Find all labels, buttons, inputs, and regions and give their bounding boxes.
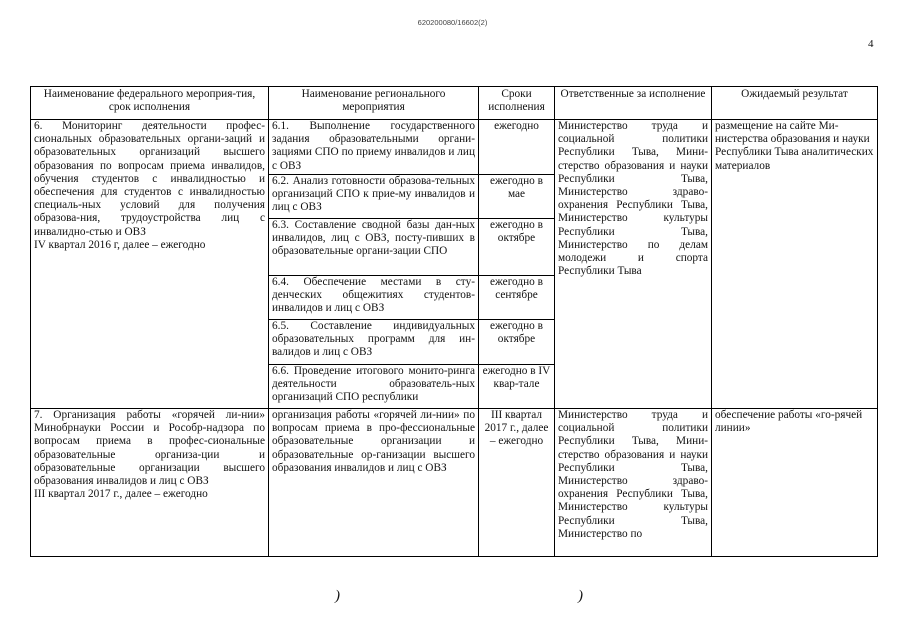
term-6-6: ежегодно в IV квар-тале xyxy=(479,365,555,409)
row7-federal-term: III квартал 2017 г., далее – ежегодно xyxy=(34,488,208,501)
measures-table xyxy=(30,86,878,557)
header-regional: Наименование регионального мероприятия xyxy=(269,87,479,120)
sub-6-1: 6.1. Выполнение государственного задания образовательными органи-зациями СПО по приему инвалидов и лиц с ОВЗ xyxy=(269,120,479,175)
row7-federal-text: 7. Организация работы «горячей ли-нии» Минобрнауки России и Рособр-надзора по вопросам приема в профес-сиональные образовательные организа-ции и образовательные организации высшего образования инвалидов и лиц с ОВЗ xyxy=(34,409,265,488)
row6-responsible: Министерство труда и социальной политики Республики Тыва, Мини-стерство образования и науки Республики Тыва, Министерство здраво-охранения Республики Тыва, Министерство культуры Республики Тыва, Министерство по делам молодежи и спорта Республики Тыва xyxy=(555,120,712,409)
page-number: 4 xyxy=(868,38,874,50)
row6-result: размещение на сайте Ми-нистерства образования и науки Республики Тыва аналитических материалов xyxy=(712,120,878,409)
sub-6-2: 6.2. Анализ готовности образова-тельных организаций СПО к прие-му инвалидов и лиц с ОВЗ xyxy=(269,175,479,219)
handwritten-mark: ) xyxy=(335,588,340,604)
row7-responsible: Министерство труда и социальной политики Республики Тыва, Мини-стерство образования и науки Республики Тыва, Министерство здраво-охранения Республики Тыва, Министерство культуры Республики Тыва, Министерство по xyxy=(555,409,712,557)
table-row xyxy=(31,120,878,175)
row6-federal-term: IV квартал 2016 г, далее – ежегодно xyxy=(34,238,206,251)
term-6-3: ежегодно в октябре xyxy=(479,219,555,276)
row7-federal-cell xyxy=(31,409,269,557)
term-6-4: ежегодно в сентябре xyxy=(479,276,555,320)
handwritten-mark: ) xyxy=(578,588,583,604)
term-6-2: ежегодно в мае xyxy=(479,175,555,219)
term-6-5: ежегодно в октябре xyxy=(479,320,555,365)
header-result: Ожидаемый результат xyxy=(712,87,878,120)
table-header-row xyxy=(31,87,878,120)
row7-term: III квартал 2017 г., далее – ежегодно xyxy=(479,409,555,557)
row6-federal-text: 6. Мониторинг деятельности профес-сиональных образовательных органи-заций и образовательных организаций высшего образования по вопросам приема инвалидов, обучения студентов с инвалидностью и обеспечения для студентов с инвалидностью специаль-ных условий для получения образова-ния, трудоустройства лиц с инвалидно-стью и ОВЗ xyxy=(34,120,265,238)
sub-6-4: 6.4. Обеспечение местами в сту-денческих общежитиях студентов-инвалидов и лиц с ОВЗ xyxy=(269,276,479,320)
header-federal: Наименование федерального мероприя-тия, срок исполнения xyxy=(31,87,269,120)
sub-6-5: 6.5. Составление индивидуальных образовательных программ для ин-валидов и лиц с ОВЗ xyxy=(269,320,479,365)
header-responsible: Ответственные за исполнение xyxy=(555,87,712,120)
table-row xyxy=(31,409,878,557)
row7-regional: организация работы «горячей ли-нии» по вопросам приема в про-фессиональные образовательные организации и образовательные ор-ганизации высшего образования инвалидов и лиц с ОВЗ xyxy=(269,409,479,557)
term-6-1: ежегодно xyxy=(479,120,555,175)
header-terms: Сроки исполнения xyxy=(479,87,555,120)
row6-federal-cell xyxy=(31,120,269,409)
sub-6-3: 6.3. Составление сводной базы дан-ных инвалидов, лиц с ОВЗ, посту-пивших в образовательные органи-зации СПО xyxy=(269,219,479,276)
document-id: 620200080/16602(2) xyxy=(417,18,488,27)
sub-6-6: 6.6. Проведение итогового монито-ринга деятельности образователь-ных организаций СПО республики xyxy=(269,365,479,409)
row7-result: обеспечение работы «го-рячей линии» xyxy=(712,409,878,557)
